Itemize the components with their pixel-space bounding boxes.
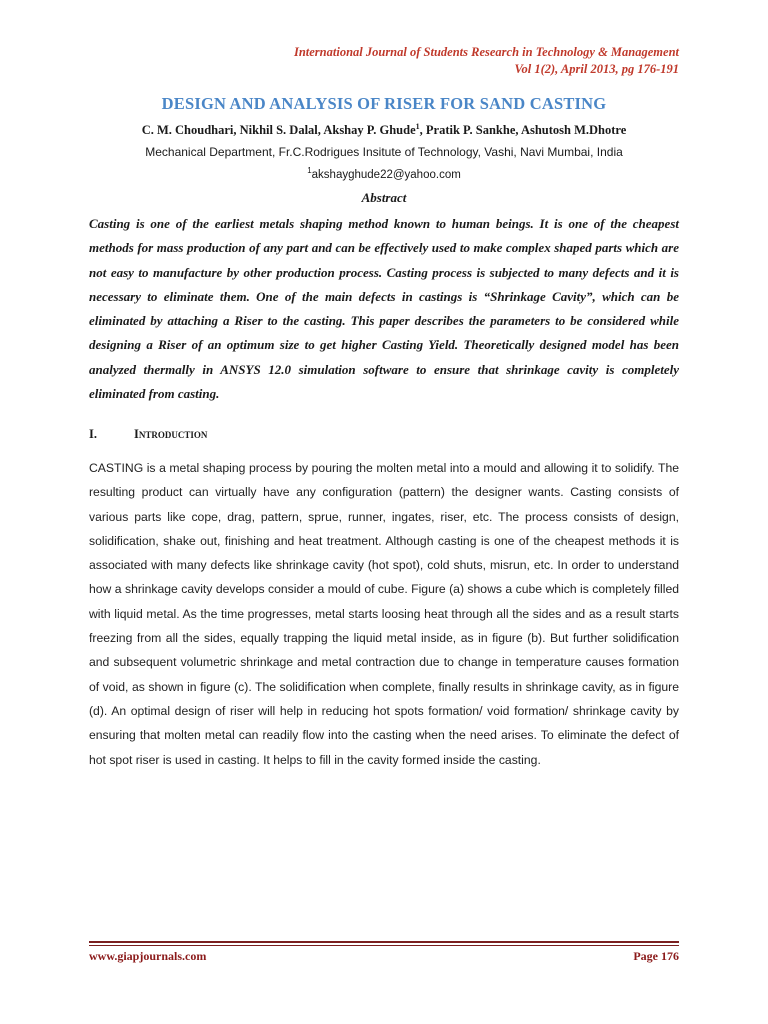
footer-website: www.giapjournals.com bbox=[89, 949, 207, 963]
authors-line bbox=[0, 122, 768, 138]
introduction-body: CASTING is a metal shaping process by pouring the molten metal into a mould and allowing it to solidify. The resulting product can virtually have any configuration (pattern) the designer wants. Casting consists of various parts like cope, drag, pattern, sprue, runner, ingates, riser, etc. The process consists of design, solidification, shake out, finishing and heat treatment. Although casting is one of the cheapest methods it is associated with many defects like shrinkage cavity (hot spot), cold shuts, misrun, etc. In order to understand how a shrinkage cavity develops consider a mould of cube. Figure (a) shows a cube which is completely filled with liquid metal. As the time progresses, metal starts loosing heat through all the sides and as a result starts freezing from all the sides, equally trapping the liquid metal inside, as in figure (b). But further solidification and subsequent volumetric shrinkage and metal contraction due to change in temperature causes formation of void, as shown in figure (c). The solidification when complete, finally results in shrinkage cavity, as in figure (d). An optimal design of riser will help in reducing hot spots formation/ void formation/ shrinkage cavity by ensuring that molten metal can readily flow into the casting when the need arises. To eliminate the defect of hot spot riser is used in casting. It helps to fill in the cavity formed inside the casting. bbox=[89, 461, 679, 767]
authors-part-2: , Pratik P. Sankhe, Ashutosh M.Dhotre bbox=[419, 123, 627, 138]
section-heading-introduction bbox=[89, 427, 207, 442]
section-title: Introduction bbox=[134, 427, 208, 441]
email-address: akshayghude22@yahoo.com bbox=[311, 168, 461, 181]
authors-part-1: C. M. Choudhari, Nikhil S. Dalal, Akshay P. Ghude bbox=[141, 123, 416, 138]
paper-title: DESIGN AND ANALYSIS OF RISER FOR SAND CASTING bbox=[161, 94, 607, 113]
section-number: I. bbox=[89, 427, 97, 441]
author-superscript: 1 bbox=[415, 122, 420, 131]
journal-name: International Journal of Students Research in Technology & Management bbox=[293, 45, 679, 59]
email-superscript: 1 bbox=[307, 166, 312, 175]
journal-volume: Vol 1(2), April 2013, pg 176-191 bbox=[514, 62, 679, 76]
abstract-heading: Abstract bbox=[361, 190, 407, 205]
footer-page-number: Page 176 bbox=[633, 949, 679, 963]
journal-header bbox=[294, 44, 679, 78]
affiliation: Mechanical Department, Fr.C.Rodrigues Insitute of Technology, Vashi, Navi Mumbai, India bbox=[145, 145, 623, 159]
email-line bbox=[0, 166, 768, 181]
footer-divider bbox=[89, 941, 679, 946]
abstract-body: Casting is one of the earliest metals shaping method known to human beings. It is one of the cheapest methods for mass production of any part and can be effectively used to make complex shaped parts which are not easy to manufacture by other production process. Casting process is subjected to many defects and it is necessary to eliminate them. One of the main defects in castings is “Shrinkage Cavity”, which can be eliminated by attaching a Riser to the casting. This paper describes the parameters to be considered while designing a Riser of an optimum size to get higher Casting Yield. Theoretically designed model has been analyzed thermally in ANSYS 12.0 simulation software to ensure that shrinkage cavity is completely eliminated from casting. bbox=[89, 216, 679, 402]
